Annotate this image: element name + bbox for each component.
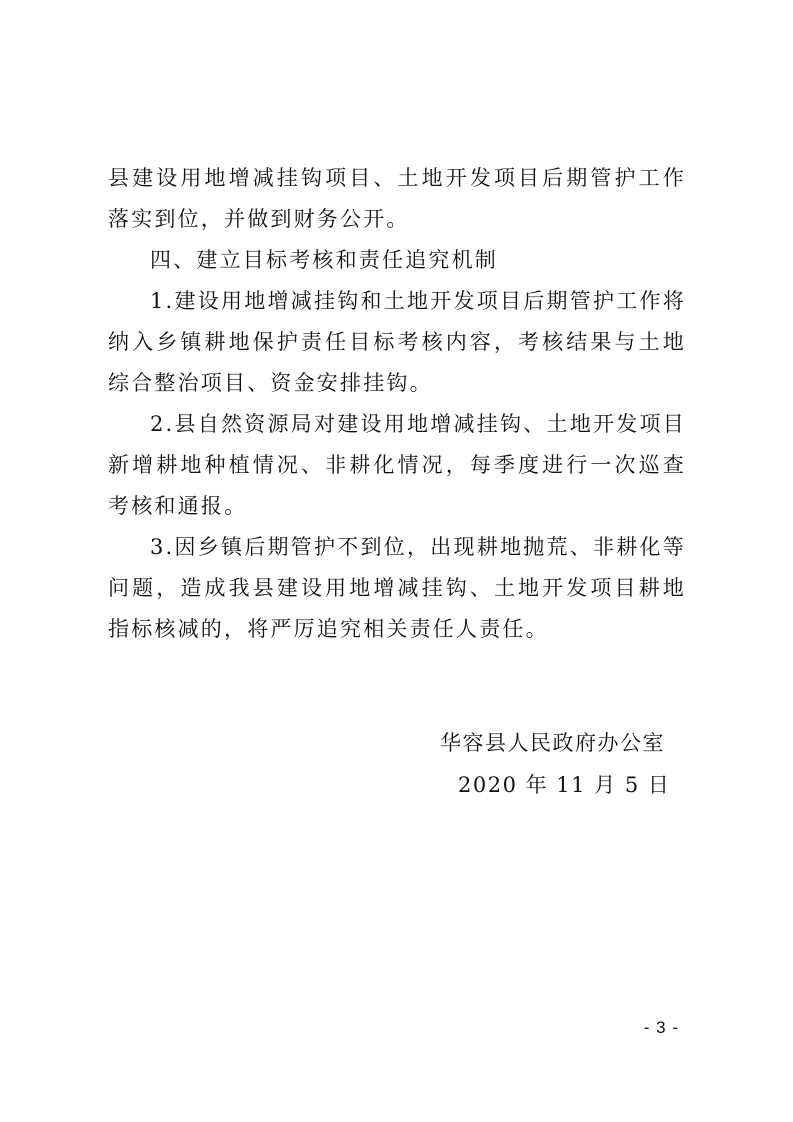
document-body: [108, 158, 686, 650]
issue-date: 2020 年 11 月 5 日: [458, 773, 671, 797]
paragraph-item-1: 1.建设用地增减挂钩和土地开发项目后期管护工作将纳入乡镇耕地保护责任目标考核内容，考核结果与土地综合整治项目、资金安排挂钩。: [108, 289, 686, 395]
paragraph-item-3: 3.因乡镇后期管护不到位，出现耕地抛荒、非耕化等问题，造成我县建设用地增减挂钩、土地开发项目耕地指标核减的，将严厉追究相关责任人责任。: [108, 535, 686, 641]
section-heading: 四、建立目标考核和责任追究机制: [150, 248, 498, 272]
paragraph-item-2: 2.县自然资源局对建设用地增减挂钩、土地开发项目新增耕地种植情况、非耕化情况，每季度进行一次巡查考核和通报。: [108, 412, 686, 518]
issuing-organization: 华容县人民政府办公室: [440, 731, 665, 755]
signature-block: [440, 722, 680, 806]
page-number: - 3 -: [643, 1018, 679, 1037]
paragraph-continuation: 县建设用地增减挂钩项目、土地开发项目后期管护工作落实到位，并做到财务公开。: [108, 166, 686, 231]
